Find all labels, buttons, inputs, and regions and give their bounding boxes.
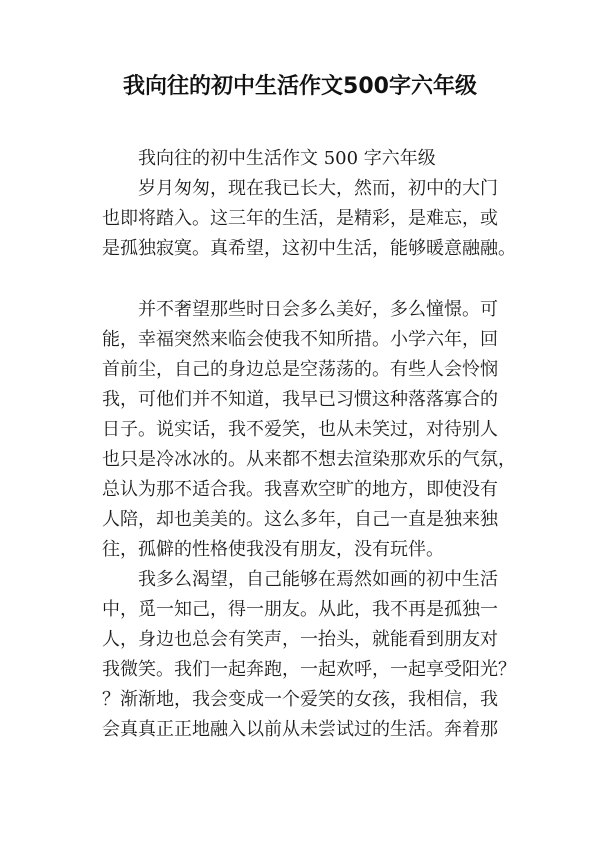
paragraph-line: ？渐渐地，我会变成一个爱笑的女孩，我相信，我: [102, 689, 498, 710]
paragraph-line: 也只是冷冰冰的。从来都不想去渲染那欢乐的气氛，: [102, 449, 516, 470]
paragraph-line: 也即将踏入。这三年的生活，是精彩，是难忘，或: [102, 208, 498, 229]
paragraph-line: 岁月匆匆，现在我已长大，然而，初中的大门: [138, 178, 498, 199]
document-body: [102, 144, 522, 745]
paragraph-line: 我多么渴望，自己能够在焉然如画的初中生活: [138, 569, 498, 590]
paragraph-line: 是孤独寂寞。真希望，这初中生活，能够暖意融融。: [102, 238, 516, 259]
paragraph-line: 首前尘，自己的身边总是空荡荡的。有些人会怜悯: [102, 359, 498, 380]
paragraph-gap: [102, 264, 522, 295]
paragraph-line: 中，觅一知己，得一朋友。从此，我不再是孤独一: [102, 599, 498, 620]
paragraph-line: 日子。说实话，我不爱笑，也从未笑过，对待别人: [102, 419, 498, 440]
paragraph-line: 会真真正正地融入以前从未尝试过的生活。奔着那: [102, 719, 498, 740]
subtitle-line: 我向往的初中生活作文 500 字六年级: [138, 148, 436, 169]
paragraph-line: 总认为那不适合我。我喜欢空旷的地方，即使没有: [102, 479, 498, 500]
document-title: 我向往的初中生活作文500字六年级: [123, 74, 477, 99]
paragraph-line: 并不奢望那些时日会多么美好，多么憧憬。可: [138, 299, 498, 320]
paragraph-line: 往，孤僻的性格使我没有朋友，没有玩伴。: [102, 539, 444, 560]
paragraph-line: 我，可他们并不知道，我早已习惯这种落落寡合的: [102, 389, 498, 410]
paragraph-line: 我微笑。我们一起奔跑，一起欢呼，一起享受阳光？: [102, 659, 516, 680]
paragraph-line: 人，身边也总会有笑声，一抬头，就能看到朋友对: [102, 629, 498, 650]
paragraph-line: 人陪，却也美美的。这么多年，自己一直是独来独: [102, 509, 498, 530]
paragraph-line: 能，幸福突然来临会使我不知所措。小学六年，回: [102, 329, 498, 350]
